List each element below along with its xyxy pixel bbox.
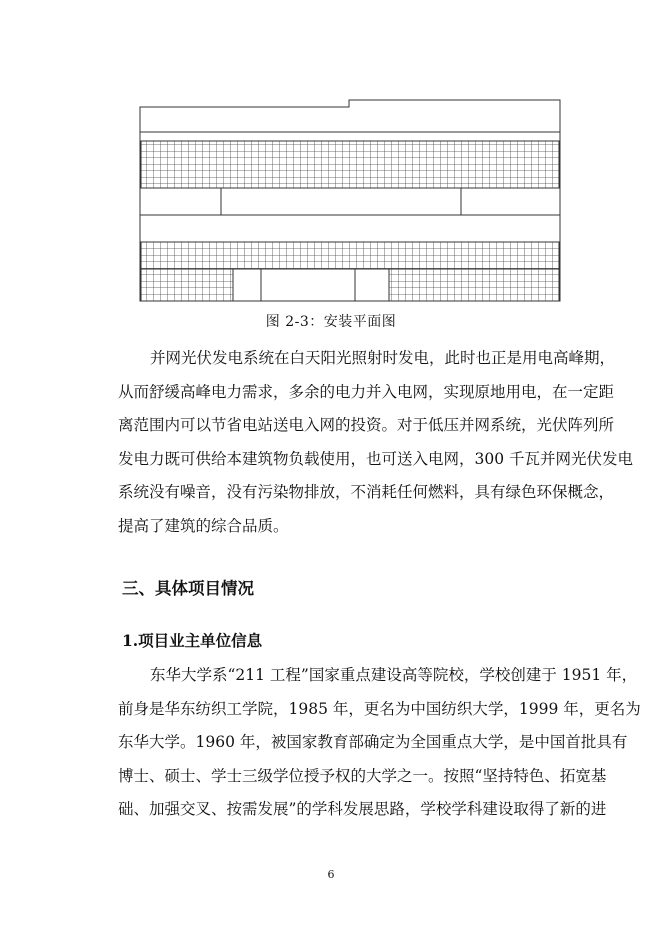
lower-band — [140, 215, 560, 242]
paragraph-line: 东华大学。1960 年，被国家教育部确定为全国重点大学，是中国首批具有 — [118, 733, 628, 752]
notch-right — [355, 269, 389, 301]
paragraph-line: 并网光伏发电系统在白天阳光照射时发电，此时也正是用电高峰期， — [150, 349, 616, 367]
figure-caption: 图 2-3：安装平面图 — [265, 314, 397, 330]
paragraph-line: 提高了建筑的综合品质。 — [118, 516, 289, 535]
corridor — [140, 188, 560, 215]
paragraph-line: 博士、硕士、学士三级学位授予权的大学之一。按照“坚持特色、拓宽基 — [118, 766, 607, 785]
upper-pv-array — [141, 141, 559, 188]
section-heading: 三、具体项目情况 — [122, 579, 254, 598]
paragraph-line: 发电力既可供给本建筑物负载使用，也可送入电网，300 千瓦并网光伏发电 — [118, 449, 634, 468]
paragraph-line: 础、加强交叉、按需发展”的学科发展思路，学校学科建设取得了新的进 — [118, 800, 607, 819]
paragraph-line: 从而舒缓高峰电力需求，多余的电力并入电网，实现原地用电，在一定距 — [118, 382, 615, 401]
notch-left — [233, 269, 261, 301]
subsection-heading: 1.项目业主单位信息 — [122, 631, 263, 650]
top-band — [140, 132, 560, 141]
paragraph-line: 系统没有噪音，没有污染物排放，不消耗任何燃料，具有绿色环保概念， — [118, 483, 615, 502]
paragraph-line: 前身是华东纺织工学院，1985 年，更名为中国纺织大学，1999 年，更名为 — [118, 699, 641, 718]
installation-plan-figure — [139, 99, 561, 302]
paragraph-grid-connected-pv — [118, 342, 634, 544]
paragraph-line: 离范围内可以节省电站送电入网的投资。对于低压并网系统，光伏阵列所 — [118, 416, 615, 435]
paragraph-line: 东华大学系“211 工程”国家重点建设高等院校，学校创建于 1951 年， — [150, 666, 638, 684]
paragraph-owner-info — [118, 659, 641, 827]
page-number: 6 — [327, 868, 335, 881]
